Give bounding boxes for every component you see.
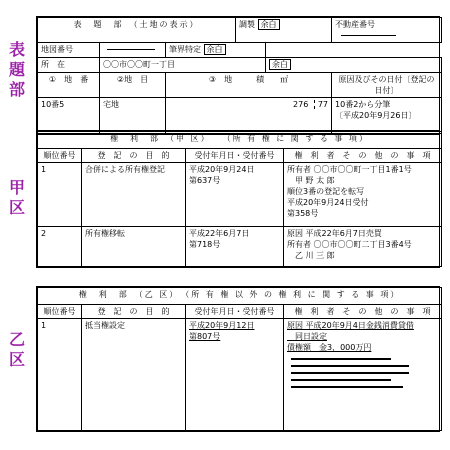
genin-value <box>332 98 442 134</box>
uketsuke-date: 平成22年6月7日 <box>189 229 250 238</box>
chizu-value <box>100 43 166 58</box>
mokuteki-value: 合併による所有権登記 <box>82 163 186 227</box>
blank-cell <box>266 43 442 58</box>
kenri-line: 所有者 〇〇市〇〇町二丁目3番4号 <box>287 240 412 249</box>
redaction-line <box>291 372 409 374</box>
otsuku-section <box>36 286 440 432</box>
side-char: 表 <box>8 40 25 59</box>
col-junban: 順位番号 <box>38 149 82 163</box>
chimoku-value: 宅地 <box>100 98 166 134</box>
uketsuke-value <box>186 163 284 227</box>
kenri-line: 原因 平成22年6月7日売買 <box>287 229 382 238</box>
shozai-value: 〇〇市〇〇町一丁目 <box>100 58 266 73</box>
chosei-label: 調製 <box>239 20 256 29</box>
shozai-label: 所 在 <box>38 58 100 73</box>
chiban-value: 10番5 <box>38 98 100 134</box>
kouku-title: 権 利 部 （甲 区） （所 有 権 に 関 す る 事 項） <box>38 132 442 149</box>
uketsuke-date: 平成20年9月12日 <box>189 321 255 330</box>
uketsuke-no: 第718号 <box>189 240 221 249</box>
col-mokuteki: 登 記 の 目 的 <box>82 149 186 163</box>
col-mokuteki: 登 記 の 目 的 <box>82 305 186 319</box>
kenrisha-value <box>284 163 442 227</box>
chosei-cell <box>236 18 332 43</box>
fudosan-label: 不動産番号 <box>335 20 376 29</box>
kenri-line: 甲 野 太 郎 <box>287 176 335 185</box>
kenri-line: 債権額 金3，000万円 <box>287 343 372 352</box>
kenri-line: 同日設定 <box>287 332 327 341</box>
hyodai-title: 表 題 部 （土地の表示） <box>38 18 236 43</box>
table-row <box>38 319 442 431</box>
genin-line: 10番2から分筆 <box>335 100 391 109</box>
redaction-line <box>291 358 391 360</box>
kouku-section <box>36 130 440 268</box>
col-chiban: ① 地 番 <box>38 73 100 98</box>
col-chiseki: ③ 地 積 ㎡ <box>166 73 332 98</box>
kenri-line: 所有者 〇〇市〇〇町一丁目1番1号 <box>287 165 412 174</box>
redaction-line <box>341 35 396 36</box>
hyodai-section <box>36 16 440 135</box>
hikkai-cell <box>166 43 266 58</box>
side-char: 部 <box>8 80 25 99</box>
junban-value: 1 <box>38 163 82 227</box>
side-char: 乙 <box>8 330 25 349</box>
mokuteki-value: 抵当権設定 <box>82 319 186 431</box>
yohaku-stamp: 余白 <box>269 59 291 70</box>
redaction-line <box>291 386 403 388</box>
junban-value: 2 <box>38 227 82 267</box>
redaction-line <box>291 365 409 367</box>
kenri-line: 原因 平成20年9月4日金銭消費貸借 <box>287 321 414 330</box>
col-uketsuke: 受付年月日・受付番号 <box>186 149 284 163</box>
fudosan-cell <box>332 18 442 43</box>
side-label-otsu <box>0 330 34 370</box>
redaction-line <box>291 379 391 381</box>
genin-line: 〔平成20年9月26日〕 <box>335 111 417 120</box>
kenri-line: 平成20年9月24日受付 <box>287 198 369 207</box>
side-char: 区 <box>8 198 25 217</box>
chiseki-value <box>166 98 332 134</box>
uketsuke-no: 第637号 <box>189 176 221 185</box>
uketsuke-value <box>186 319 284 431</box>
otsuku-title: 権 利 部 （乙 区） （所 有 権 以 外 の 権 利 に 関 す る 事 項） <box>38 288 442 305</box>
hikkai-label: 筆界特定 <box>169 45 201 54</box>
chiseki-int: 276 <box>293 100 309 109</box>
kenri-line: 順位3番の登記を転写 <box>287 187 365 196</box>
col-kenrisha: 権 利 者 そ の 他 の 事 項 <box>284 305 442 319</box>
side-label-hyodai <box>0 40 34 100</box>
uketsuke-value <box>186 227 284 267</box>
kenrisha-value <box>284 319 442 431</box>
uketsuke-date: 平成20年9月24日 <box>189 165 255 174</box>
table-row <box>38 163 442 227</box>
chiseki-dec: 77 <box>314 100 328 109</box>
yohaku-stamp: 余白 <box>204 44 226 55</box>
kenri-line: 乙 川 三 郎 <box>287 251 335 260</box>
col-uketsuke: 受付年月日・受付番号 <box>186 305 284 319</box>
yohaku-stamp: 余白 <box>258 19 280 30</box>
kenrisha-value <box>284 227 442 267</box>
col-junban: 順位番号 <box>38 305 82 319</box>
table-row <box>38 227 442 267</box>
shozai-yohaku-cell <box>266 58 442 73</box>
col-kenrisha: 権 利 者 そ の 他 の 事 項 <box>284 149 442 163</box>
col-genin: 原因及びその日付〔登記の日付〕 <box>332 73 442 98</box>
uketsuke-no: 第807号 <box>189 332 221 341</box>
kenri-line: 第358号 <box>287 209 319 218</box>
col-chimoku: ②地 目 <box>100 73 166 98</box>
side-char: 題 <box>8 60 25 79</box>
side-char: 区 <box>8 350 25 369</box>
side-char: 甲 <box>8 178 25 197</box>
mokuteki-value: 所有権移転 <box>82 227 186 267</box>
side-label-kou <box>0 178 34 218</box>
redaction-line <box>107 49 155 50</box>
chizu-label: 地図番号 <box>38 43 100 58</box>
junban-value: 1 <box>38 319 82 431</box>
